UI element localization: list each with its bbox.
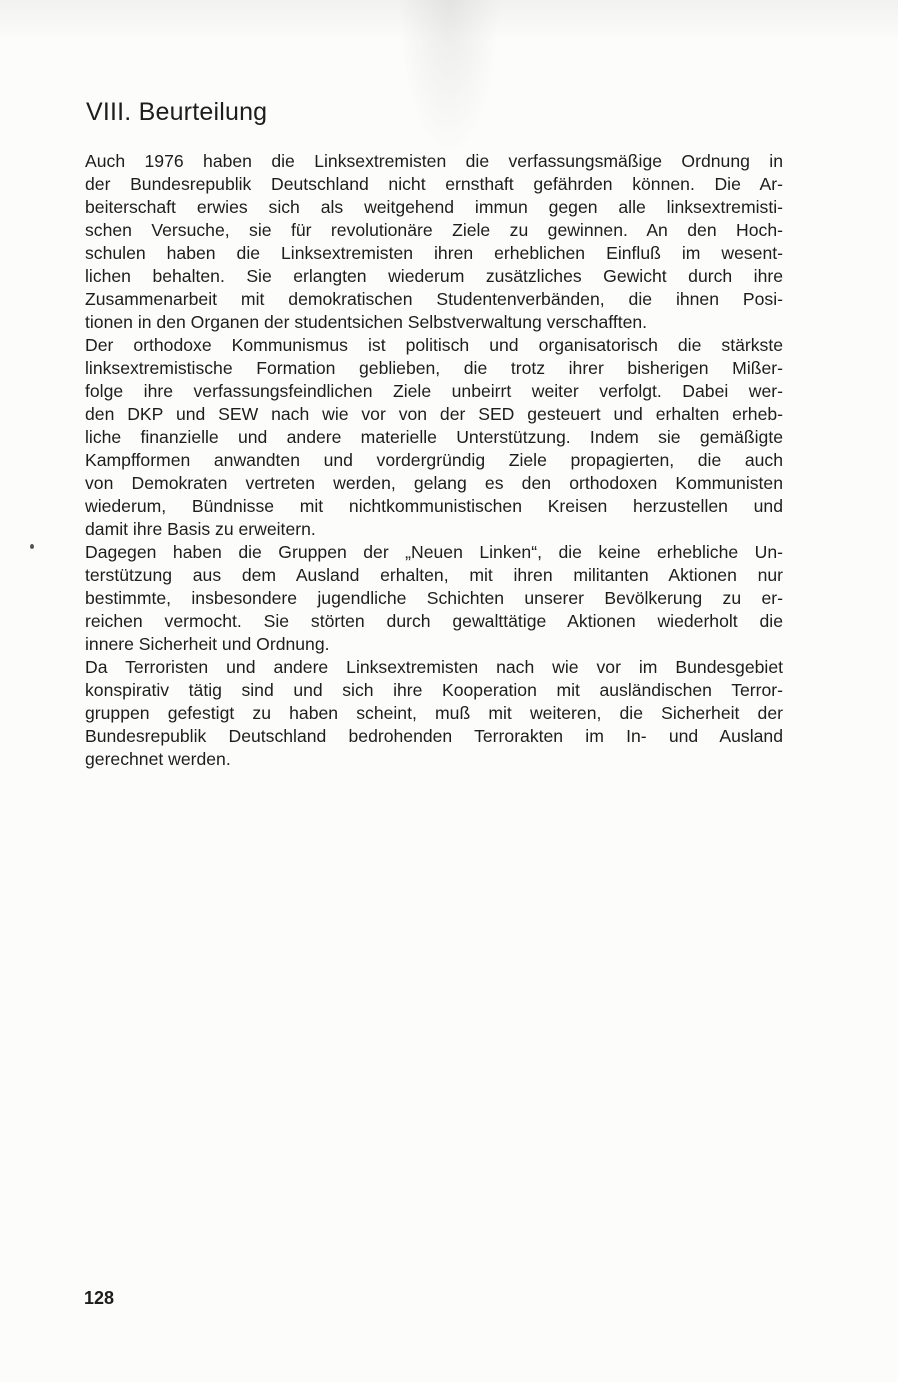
text-line: der Bundesrepublik Deutschland nicht ernsthaft gefährden können. Die Ar- <box>85 174 783 194</box>
scan-speck <box>30 544 34 549</box>
text-line: liche finanzielle und andere materielle Unterstützung. Indem sie gemäßigte <box>85 427 783 447</box>
text-line: Kampfformen anwandten und vordergründig Ziele propagierten, die auch <box>85 450 783 470</box>
text-line: wiederum, Bündnisse mit nichtkommunistischen Kreisen herzustellen und <box>85 496 783 516</box>
paragraph <box>85 656 783 771</box>
text-line: Der orthodoxe Kommunismus ist politisch und organisatorisch die stärkste <box>85 335 783 355</box>
text-line: schen Versuche, sie für revolutionäre Ziele zu gewinnen. An den Hoch- <box>85 220 783 240</box>
text-line: Da Terroristen und andere Linksextremisten nach wie vor im Bundesgebiet <box>85 657 783 677</box>
text-line: den DKP und SEW nach wie vor von der SED gesteuert und erhalten erheb- <box>85 404 783 424</box>
text-line: reichen vermocht. Sie störten durch gewalttätige Aktionen wiederholt die <box>85 611 783 631</box>
text-line: innere Sicherheit und Ordnung. <box>85 634 330 654</box>
section-heading: VIII. Beurteilung <box>86 98 268 126</box>
text-line: damit ihre Basis zu erweitern. <box>85 519 316 539</box>
text-line: beiterschaft erwies sich als weitgehend immun gegen alle linksextremisti- <box>85 197 783 217</box>
text-line: gruppen gefestigt zu haben scheint, muß mit weiteren, die Sicherheit der <box>85 703 783 723</box>
text-line: terstützung aus dem Ausland erhalten, mit ihren militanten Aktionen nur <box>85 565 783 585</box>
text-line: linksextremistische Formation geblieben, die trotz ihrer bisherigen Mißer- <box>85 358 783 378</box>
paragraph <box>85 334 783 541</box>
text-line: konspirativ tätig sind und sich ihre Kooperation mit ausländischen Terror- <box>85 680 783 700</box>
paragraph <box>85 541 783 656</box>
text-line: Dagegen haben die Gruppen der „Neuen Linken“, die keine erhebliche Un- <box>85 542 783 562</box>
text-line: bestimmte, insbesondere jugendliche Schichten unserer Bevölkerung zu er- <box>85 588 783 608</box>
page-number: 128 <box>84 1288 115 1308</box>
text-line: folge ihre verfassungsfeindlichen Ziele unbeirrt weiter verfolgt. Dabei wer- <box>85 381 783 401</box>
text-line: Bundesrepublik Deutschland bedrohenden Terrorakten im In- und Ausland <box>85 726 783 746</box>
text-line: von Demokraten vertreten werden, gelang es den orthodoxen Kommunisten <box>85 473 783 493</box>
text-line: gerechnet werden. <box>85 749 231 769</box>
paragraph <box>85 150 783 334</box>
text-line: lichen behalten. Sie erlangten wiederum zusätzliches Gewicht durch ihre <box>85 266 783 286</box>
text-line: Zusammenarbeit mit demokratischen Studentenverbänden, die ihnen Posi- <box>85 289 783 309</box>
text-line: schulen haben die Linksextremisten ihren erheblichen Einfluß im wesent- <box>85 243 783 263</box>
body-text <box>85 150 783 771</box>
text-line: Auch 1976 haben die Linksextremisten die verfassungsmäßige Ordnung in <box>85 151 783 171</box>
text-line: tionen in den Organen der studentsichen Selbstverwaltung verschafften. <box>85 312 648 332</box>
